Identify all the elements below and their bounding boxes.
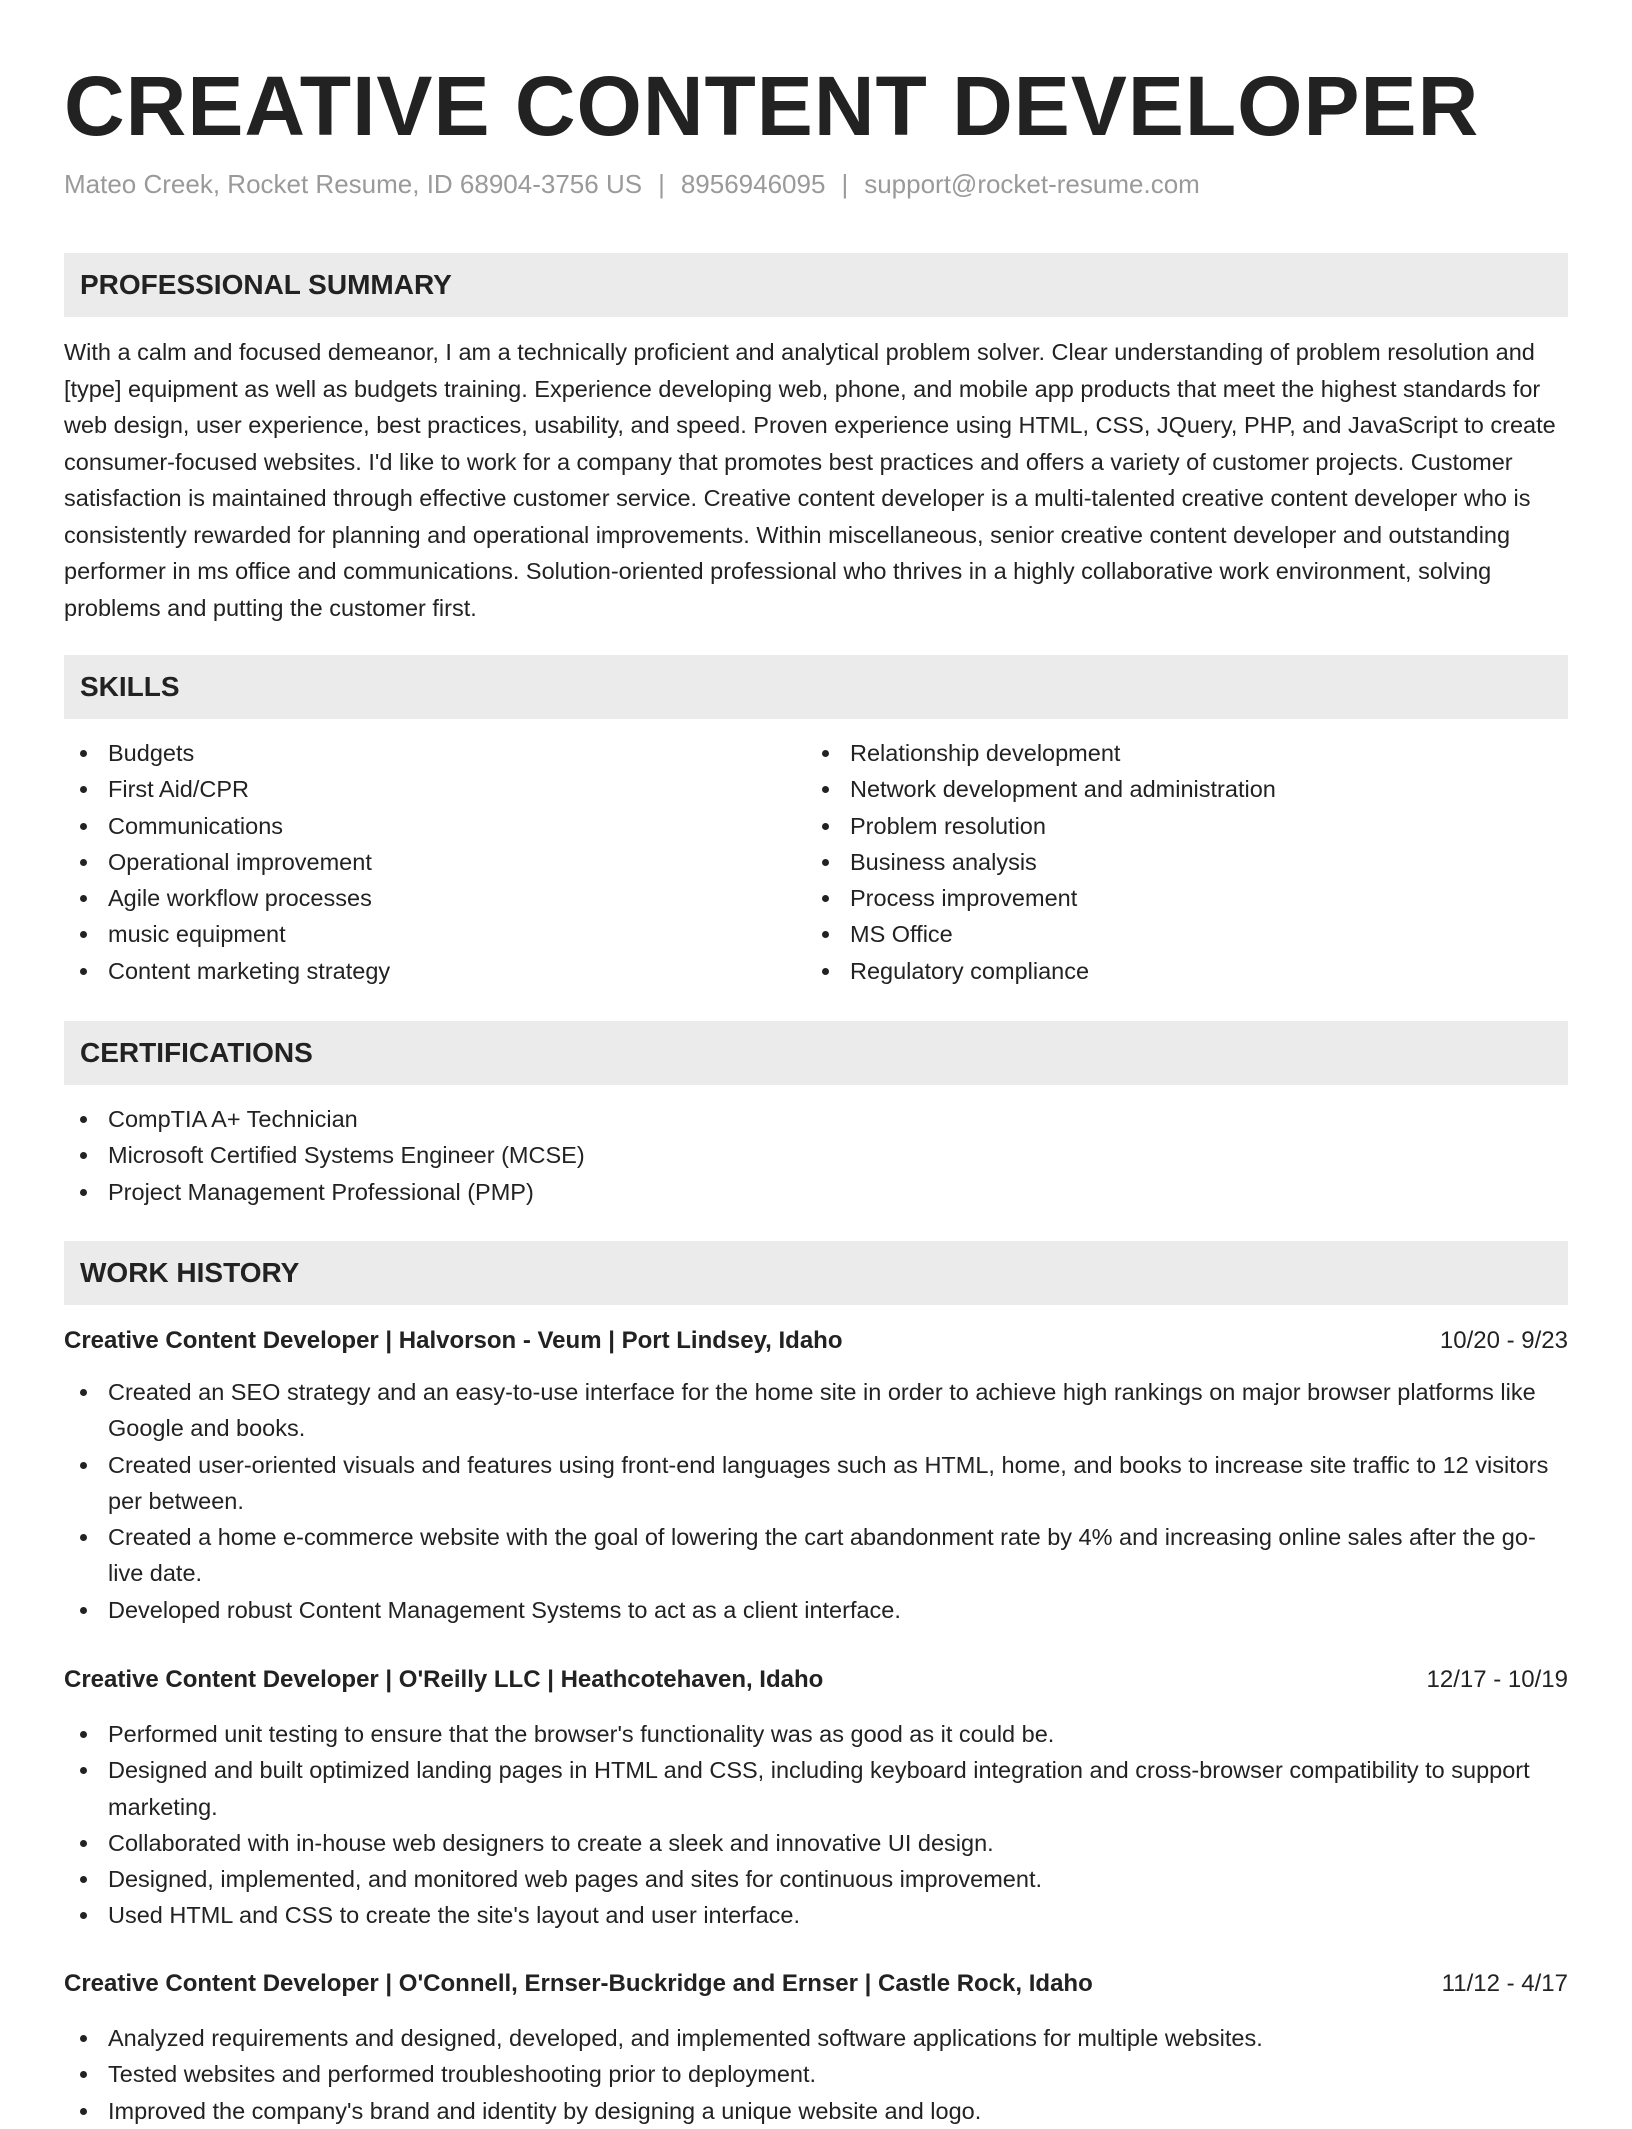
summary-heading: PROFESSIONAL SUMMARY (80, 269, 452, 300)
resume-name: CREATIVE CONTENT DEVELOPER (64, 59, 1480, 153)
job-bullet: Improved the company's brand and identity by designing a unique website and logo. (64, 2093, 1568, 2129)
skill-item: Relationship development (806, 735, 1506, 771)
contact-phone: 8956946095 (680, 169, 826, 199)
job-bullet: Analyzed requirements and designed, developed, and implemented software applications for multiple websites. (64, 2020, 1568, 2056)
certifications-list (64, 1101, 1568, 1210)
certification-item: Project Management Professional (PMP) (64, 1174, 1568, 1210)
skill-item: Network development and administration (806, 771, 1506, 807)
certification-item: CompTIA A+ Technician (64, 1101, 1568, 1137)
skill-item: Regulatory compliance (806, 953, 1506, 989)
skill-item: Process improvement (806, 880, 1506, 916)
job-bullet: Tested websites and performed troubleshooting prior to deployment. (64, 2056, 1568, 2092)
skills-list-left (64, 735, 764, 989)
skill-item: First Aid/CPR (64, 771, 764, 807)
job-bullet: Collaborated with in-house web designers to create a sleek and innovative UI design. (64, 1825, 1568, 1861)
work-history-heading: WORK HISTORY (80, 1257, 300, 1288)
skills-list-right (806, 735, 1506, 989)
skill-item: Operational improvement (64, 844, 764, 880)
job-bullet: Designed, implemented, and monitored web pages and sites for continuous improvement. (64, 1861, 1568, 1897)
job-bullets (64, 1374, 1568, 1628)
certification-item: Microsoft Certified Systems Engineer (MCSE) (64, 1137, 1568, 1173)
job-title: Creative Content Developer | O'Connell, Ernser-Buckridge and Ernser | Castle Rock, Idaho (64, 1970, 1093, 1997)
job-dates: 11/12 - 4/17 (1441, 1970, 1568, 1997)
job-bullet: Used HTML and CSS to create the site's layout and user interface. (64, 1897, 1568, 1933)
job-dates: 10/20 - 9/23 (1439, 1327, 1568, 1354)
summary-section-header (64, 253, 1568, 317)
skills-heading: SKILLS (80, 671, 180, 702)
contact-separator: | (658, 169, 665, 199)
job-bullets (64, 2020, 1568, 2129)
skill-item: music equipment (64, 916, 764, 952)
certifications-heading: CERTIFICATIONS (80, 1037, 313, 1068)
contact-separator: | (841, 169, 849, 199)
skill-item: Content marketing strategy (64, 953, 764, 989)
job-title: Creative Content Developer | Halvorson - Veum | Port Lindsey, Idaho (64, 1327, 843, 1354)
work-history-section-header (64, 1241, 1568, 1305)
job-title: Creative Content Developer | O'Reilly LLC | Heathcotehaven, Idaho (64, 1666, 824, 1693)
certifications-section-header (64, 1021, 1568, 1085)
job-bullets (64, 1716, 1568, 1934)
skill-item: Agile workflow processes (64, 880, 764, 916)
job-bullet: Created an SEO strategy and an easy-to-use interface for the home site in order to achieve high rankings on major browser platforms like Google and books. (64, 1374, 1568, 1447)
skill-item: Problem resolution (806, 808, 1506, 844)
job-bullet: Performed unit testing to ensure that the browser's functionality was as good as it could be. (64, 1716, 1568, 1752)
job-header (64, 1660, 1568, 1700)
job-bullet: Created user-oriented visuals and features using front-end languages such as HTML, home, and books to increase site traffic to 12 visitors per between. (64, 1447, 1568, 1520)
skill-item: MS Office (806, 916, 1506, 952)
skills-section-header (64, 655, 1568, 719)
skill-item: Business analysis (806, 844, 1506, 880)
job-header (64, 1321, 1568, 1361)
job-bullet: Developed robust Content Management Systems to act as a client interface. (64, 1592, 1568, 1628)
job-bullet: Created a home e-commerce website with the goal of lowering the cart abandonment rate by 4% and increasing online sales after the go-live date. (64, 1519, 1568, 1592)
skill-item: Communications (64, 808, 764, 844)
contact-line (64, 166, 1200, 202)
contact-address: Mateo Creek, Rocket Resume, ID 68904-3756 US (64, 169, 643, 199)
job-bullet: Designed and built optimized landing pages in HTML and CSS, including keyboard integration and cross-browser compatibility to support marketing. (64, 1752, 1568, 1825)
contact-email[interactable]: support@rocket-resume.com (864, 169, 1200, 199)
job-dates: 12/17 - 10/19 (1426, 1666, 1568, 1693)
skill-item: Budgets (64, 735, 764, 771)
job-header (64, 1964, 1568, 2004)
summary-text: With a calm and focused demeanor, I am a technically proficient and analytical problem solver. Clear understanding of problem resolution and [type] equipment as well as budgets training. Experience developing web, phone, and mobile app products that meet the highest standards for web design, user experience, best practices, usability, and speed. Proven experience using HTML, CSS, JQuery, PHP, and JavaScript to create consumer-focused websites. I'd like to work for a company that promotes best practices and offers a variety of customer projects. Customer satisfaction is maintained through effective customer service. Creative content developer is a multi-talented creative content developer who is consistently rewarded for planning and operational improvements. Within miscellaneous, senior creative content developer and outstanding performer in ms office and communications. Solution-oriented professional who thrives in a highly collaborative work environment, solving problems and putting the customer first. (64, 339, 1556, 621)
